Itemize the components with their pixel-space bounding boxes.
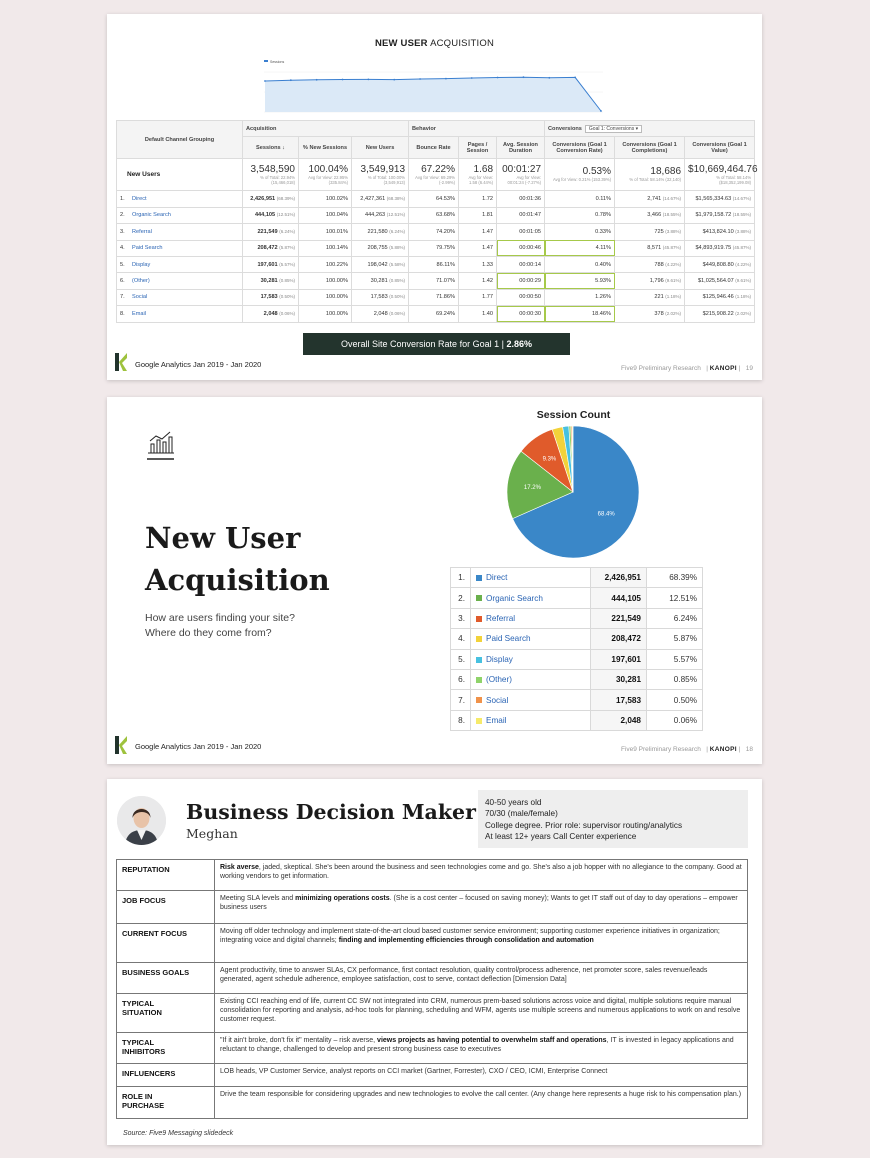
row-text: Moving off older technology and implement state-of-the-art cloud based customer service environment; supporting customer experience initiatives in organization; integrating voice and digital channels; finding and implementing efficiencies through consolidation and automation [215,924,748,963]
conv-rate-cell: 18.46% [545,306,615,322]
bounce-cell: 74.20% [409,224,459,240]
row-current-focus [117,924,748,963]
legend-index: 4. [451,629,471,649]
channel-cell: 6. (Other) [117,273,243,289]
row-typical-situation [117,994,748,1033]
channel-link[interactable]: Social [132,294,148,301]
legend-value: 2,426,951 [591,568,647,588]
channel-link[interactable]: Referral [132,228,152,235]
legend-label[interactable]: Social [471,690,591,710]
pages-cell: 1.77 [459,289,497,305]
sessions-cell: 17,583 (0.50%) [243,289,299,305]
table-row [117,306,755,322]
slide-ga-table [107,14,762,380]
total-cell: 100.04% Avg for View: 22.95% (335.84%) [299,159,352,191]
avatar [117,796,166,845]
row-label: REPUTATION [117,860,215,891]
conv-rate-cell: 0.40% [545,256,615,272]
sessions-cell: 444,105 (12.51%) [243,207,299,223]
legend-row [451,690,703,710]
duration-cell: 00:00:50 [497,289,545,305]
pie-label: 68.4% [597,511,615,518]
footer-source: Google Analytics Jan 2019 - Jan 2020 [135,360,262,369]
legend-label[interactable]: Email [471,710,591,730]
duration-cell: 00:00:46 [497,240,545,256]
row-label: TYPICAL SITUATION [117,994,215,1033]
legend-swatch [476,657,482,663]
row-text: Agent productivity, time to answer SLAs, CX performance, first contact resolution, quality control/process adherence, net promoter score, sales revenue/leads generated, agent schedule adherence, employee satisfaction, cost to serve, contact deflection [Dimension Data] [215,963,748,994]
channel-cell: 4. Paid Search [117,240,243,256]
sessions-point [600,110,602,112]
bounce-cell: 69.24% [409,306,459,322]
row-label: TYPICAL INHIBITORS [117,1033,215,1064]
value-cell: $215,908.22 (2.02%) [685,306,755,322]
channel-cell: 2. Organic Search [117,207,243,223]
sessions-line-chart [261,58,606,120]
new-users-cell: 221,580 (6.24%) [352,224,409,240]
legend-percent: 6.24% [647,608,703,628]
row-label: CURRENT FOCUS [117,924,215,963]
sessions-point [316,79,318,81]
new-users-cell: 2,048 (0.06%) [352,306,409,322]
column-header[interactable]: % New Sessions [299,137,352,159]
new-sessions-cell: 100.01% [299,224,352,240]
row-text: Meeting SLA levels and minimizing operations costs. (She is a cost center – focused on saving money); Wants to get IT staff out of day to day operations – empower business users [215,891,748,924]
row-label: ROLE IN PURCHASE [117,1087,215,1119]
legend-row [451,669,703,689]
sessions-point [574,77,576,79]
table-row [117,191,755,207]
value-cell: $125,946.46 (1.18%) [685,289,755,305]
persona-info-box: 40-50 years old 70/30 (male/female) College degree. Prior role: supervisor routing/analytics At least 12+ years Call Center experience [478,790,748,848]
total-cell: 00:01:27 Avg for View: 00:01:24 (-7.27%) [497,159,545,191]
conv-rate-cell: 1.26% [545,289,615,305]
legend-row [451,649,703,669]
persona-title: Business Decision Maker [186,800,476,824]
legend-row [451,568,703,588]
pages-cell: 1.81 [459,207,497,223]
value-cell: $449,808.80 (4.22%) [685,256,755,272]
legend-label[interactable]: Paid Search [471,629,591,649]
legend-percent: 68.39% [647,568,703,588]
channel-link[interactable]: (Other) [132,278,150,285]
table-row [117,256,755,272]
new-sessions-cell: 100.00% [299,289,352,305]
column-header[interactable]: Sessions ↓ [243,137,299,159]
new-sessions-cell: 100.14% [299,240,352,256]
total-cell: 3,548,590 % of Total: 22.94% (15,466,018) [243,159,299,191]
sessions-point [523,76,525,78]
analytics-table [116,120,758,323]
row-influencers [117,1064,748,1087]
conv-rate-cell: 4.11% [545,240,615,256]
kanopi-logo-icon [115,736,127,754]
column-header[interactable]: Conversions (Goal 1 Completions) [615,137,685,159]
column-header[interactable]: Conversions (Goal 1 Value) [685,137,755,159]
conv-rate-cell: 5.93% [545,273,615,289]
new-users-cell: 208,755 (5.88%) [352,240,409,256]
row-business-goals [117,963,748,994]
channel-cell: 1. Direct [117,191,243,207]
column-header[interactable]: Avg. Session Duration [497,137,545,159]
row-text: Drive the team responsible for considering upgrades and new technologies to evolve the call center. (Any change here represents a huge risk to his compensation plan.) [215,1087,748,1119]
legend-percent: 5.57% [647,649,703,669]
sessions-point [393,79,395,81]
legend-value: 197,601 [591,649,647,669]
sessions-point [548,77,550,79]
sessions-cell: 221,549 (6.24%) [243,224,299,240]
total-cell: $10,669,464.76 % of Total: 58.14% ($18,352,199.08) [685,159,755,191]
col-channel: Default Channel Grouping [117,121,243,159]
session-legend-table [450,567,703,731]
row-text: Risk averse, jaded, skeptical. She's been around the business and seen technologies come and go. She's also a job hopper with no allegiance to the company. Good at working vendors to get information. [215,860,748,891]
legend-index: 1. [451,568,471,588]
value-cell: $1,025,564.07 (9.61%) [685,273,755,289]
duration-cell: 00:00:30 [497,306,545,322]
channel-cell: 8. Email [117,306,243,322]
col-group-acquisition: Acquisition [243,121,409,137]
slide-persona [107,779,762,1145]
pages-cell: 1.40 [459,306,497,322]
legend-swatch [476,575,482,581]
table-row [117,289,755,305]
row-job-focus [117,891,748,924]
row-text: "If it ain't broke, don't fix it" mentality – risk averse, views projects as having potential to overwhelm staff and operations, IT is invested in legacy applications and reluctant to change, challenged to develop and present strong business case to executives [215,1033,748,1064]
total-cell: 3,549,913 % of Total: 100.00% (3,549,913) [352,159,409,191]
legend-index: 7. [451,690,471,710]
sessions-cell: 197,601 (5.57%) [243,256,299,272]
legend-row [451,710,703,730]
table-row [117,273,755,289]
slide-title: NEW USER ACQUISITION [374,38,495,49]
col-group-behavior: Behavior [409,121,545,137]
completions-cell: 725 (3.88%) [615,224,685,240]
pages-cell: 1.47 [459,224,497,240]
sessions-point [367,79,369,81]
new-sessions-cell: 100.04% [299,207,352,223]
new-users-cell: 30,281 (0.85%) [352,273,409,289]
legend-swatch [476,677,482,683]
channel-link[interactable]: Display [132,261,151,268]
legend-swatch [476,595,482,601]
duration-cell: 00:01:36 [497,191,545,207]
legend-value: 208,472 [591,629,647,649]
channel-cell: 3. Referral [117,224,243,240]
legend-index: 8. [451,710,471,730]
legend-label[interactable]: (Other) [471,669,591,689]
completions-cell: 788 (4.22%) [615,256,685,272]
conv-rate-cell: 0.11% [545,191,615,207]
pages-cell: 1.72 [459,191,497,207]
completions-cell: 1,796 (9.61%) [615,273,685,289]
persona-name: Meghan [186,826,238,841]
completions-cell: 2,741 (14.67%) [615,191,685,207]
legend-swatch [476,697,482,703]
channel-link[interactable]: Email [132,310,146,317]
legend-index: 2. [451,588,471,608]
session-count-pie-chart [503,422,643,562]
row-text: LOB heads, VP Customer Service, analyst reports on CCI market (Gartner, Forrester), CXO / CEO, ICMI, Enterprise Connect [215,1064,748,1087]
sessions-area [265,77,601,112]
duration-cell: 00:01:05 [497,224,545,240]
chart-legend-label: Sessions [270,60,285,64]
persona-table [116,859,748,1119]
channel-cell: 7. Social [117,289,243,305]
legend-value: 17,583 [591,690,647,710]
value-cell: $4,893,919.75 (45.87%) [685,240,755,256]
value-cell: $413,824.10 (3.88%) [685,224,755,240]
legend-label[interactable]: Organic Search [471,588,591,608]
value-cell: $1,565,334.63 (14.67%) [685,191,755,207]
table-row [117,207,755,223]
conv-rate-cell: 0.78% [545,207,615,223]
legend-value: 221,549 [591,608,647,628]
bounce-cell: 79.75% [409,240,459,256]
row-label: JOB FOCUS [117,891,215,924]
row-role-in-purchase [117,1087,748,1119]
channel-link[interactable]: Direct [132,196,147,203]
new-sessions-cell: 100.22% [299,256,352,272]
new-sessions-cell: 100.00% [299,306,352,322]
sessions-cell: 2,048 (0.06%) [243,306,299,322]
row-text: Existing CCI reaching end of life, current CC SW not integrated into CRM, numerous prem-based solutions across voice and digital, multiple solutions require manual consolidation for reporting and analysis, ad-hoc tools for planning, scheduling and WFM, agents use multiple screens and numerous applications to work on and resolve customer request. [215,994,748,1033]
bounce-cell: 64.53% [409,191,459,207]
total-cell: 18,686 % of Total: 58.14% (32,140) [615,159,685,191]
sessions-point [264,80,266,82]
pie-title: Session Count [536,409,611,421]
sessions-point [497,77,499,79]
legend-label[interactable]: Display [471,649,591,669]
new-sessions-cell: 100.00% [299,273,352,289]
completions-cell: 378 (2.02%) [615,306,685,322]
conv-rate-cell: 0.33% [545,224,615,240]
legend-percent: 5.87% [647,629,703,649]
channel-link[interactable]: Paid Search [132,245,163,252]
row-label: BUSINESS GOALS [117,963,215,994]
table-row [117,224,755,240]
conversion-rate-banner: Overall Site Conversion Rate for Goal 1 | 2.86% [303,333,570,355]
legend-percent: 0.85% [647,669,703,689]
legend-value: 444,105 [591,588,647,608]
col-group-conversions: Conversions Goal 1: Conversions ▾ [545,121,755,137]
column-header[interactable]: Pages / Session [459,137,497,159]
legend-index: 6. [451,669,471,689]
completions-cell: 8,571 (45.87%) [615,240,685,256]
total-cell: 1.68 Avg for View: 1.58 (6.44%) [459,159,497,191]
slide-title: New User Acquisition [145,521,330,597]
sessions-point [445,78,447,80]
table-row [117,240,755,256]
bounce-cell: 86.11% [409,256,459,272]
legend-row [451,608,703,628]
sessions-cell: 208,472 (5.87%) [243,240,299,256]
footer-right: Five9 Preliminary Research | KANOPI | 19 [620,365,753,372]
footer-source: Google Analytics Jan 2019 - Jan 2020 [135,742,262,751]
legend-label[interactable]: Referral [471,608,591,628]
duration-cell: 00:00:14 [497,256,545,272]
legend-value: 30,281 [591,669,647,689]
duration-cell: 00:01:47 [497,207,545,223]
pie-label: 17.2% [523,484,541,491]
value-cell: $1,979,158.72 (18.55%) [685,207,755,223]
new-users-cell: 198,042 (5.58%) [352,256,409,272]
bounce-cell: 71.07% [409,273,459,289]
legend-value: 2,048 [591,710,647,730]
column-header[interactable]: Bounce Rate [409,137,459,159]
sessions-point [290,79,292,81]
legend-percent: 0.50% [647,690,703,710]
channel-cell: 5. Display [117,256,243,272]
sessions-point [342,79,344,81]
kanopi-logo-icon [115,353,127,371]
completions-cell: 221 (1.18%) [615,289,685,305]
new-users-cell: 444,263 (12.51%) [352,207,409,223]
channel-link[interactable]: Organic Search [132,212,171,219]
legend-row [451,588,703,608]
new-users-cell: 17,583 (0.50%) [352,289,409,305]
slide-session-count [107,397,762,764]
bounce-cell: 63.68% [409,207,459,223]
slide-subtitle: How are users finding your site? Where do they come from? [145,612,295,639]
total-cell: 67.22% Avg for View: 69.29% (-2.99%) [409,159,459,191]
new-sessions-cell: 100.02% [299,191,352,207]
pie-label: 9.3% [542,456,557,463]
source-note: Source: Five9 Messaging slidedeck [123,1130,234,1137]
legend-index: 5. [451,649,471,669]
column-header[interactable]: Conversions (Goal 1 Conversion Rate) [545,137,615,159]
column-header[interactable]: New Users [352,137,409,159]
footer-right: Five9 Preliminary Research | KANOPI | 18 [620,746,753,753]
new-users-cell: 2,427,361 (68.38%) [352,191,409,207]
legend-swatch [476,636,482,642]
legend-swatch [476,718,482,724]
legend-index: 3. [451,608,471,628]
totals-label: New Users [117,159,243,191]
row-typical-inhibitors [117,1033,748,1064]
sessions-point [471,77,473,79]
duration-cell: 00:00:29 [497,273,545,289]
bar-chart-icon [147,430,174,460]
row-reputation [117,860,748,891]
sessions-cell: 2,426,951 (68.39%) [243,191,299,207]
row-label: INFLUENCERS [117,1064,215,1087]
legend-percent: 0.06% [647,710,703,730]
legend-percent: 12.51% [647,588,703,608]
pages-cell: 1.47 [459,240,497,256]
pages-cell: 1.33 [459,256,497,272]
pages-cell: 1.42 [459,273,497,289]
legend-swatch [476,616,482,622]
sessions-cell: 30,281 (0.85%) [243,273,299,289]
bounce-cell: 71.86% [409,289,459,305]
legend-label[interactable]: Direct [471,568,591,588]
completions-cell: 3,466 (18.55%) [615,207,685,223]
goal-dropdown[interactable]: Goal 1: Conversions ▾ [585,125,642,133]
legend-row [451,629,703,649]
total-cell: 0.53% Avg for View: 0.21% (153.39%) [545,159,615,191]
sessions-point [419,78,421,80]
